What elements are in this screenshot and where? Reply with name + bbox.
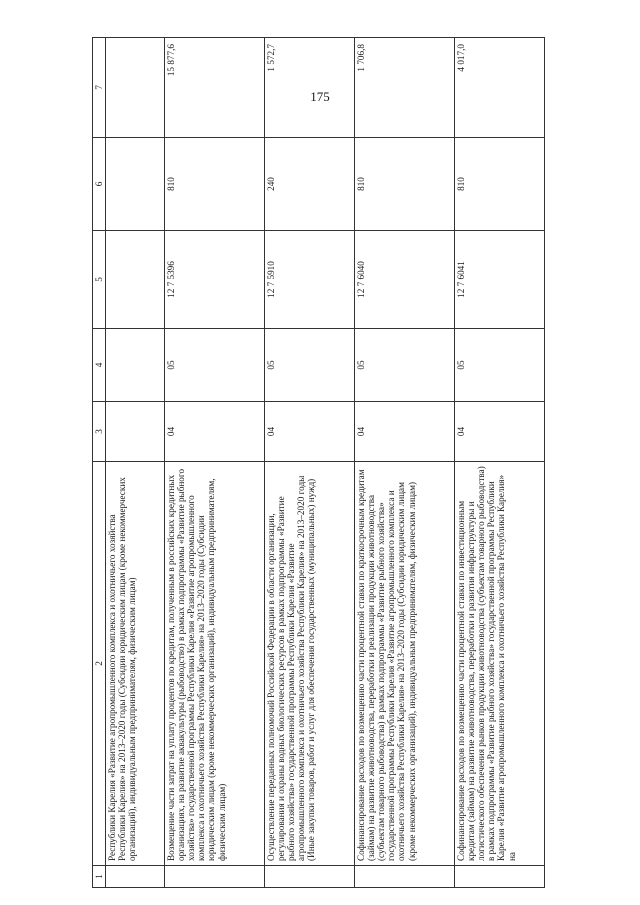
table-row [165,38,265,888]
row-number-cell [455,866,545,888]
section-code: 04 [165,402,265,462]
header-cell: 1 [93,866,106,888]
target-article-code [106,231,165,329]
item-description: Софинансирование расходов по возмещению части процентной ставки по краткосрочным кредитам (займам) на развитие животноводства, переработки и реализации продукции животноводства (субъектам товарного рыбоводства) в рамках подпрограммы «Развитие рыбного хозяйства» государственной программы Республики Карелия «Развитие агропромышленного комплекса и охотничьего хозяйства Республики Карелия» на 2013–2020 годы (Субсидии юридическим лицам (кроме некоммерческих организаций), индивидуальным предпринимателям, физическим лицам) [355,462,455,866]
header-cell: 2 [93,462,106,866]
page-number: 175 [310,89,330,104]
target-article-code: 12 7 5910 [265,231,355,329]
expense-type-code: 810 [165,138,265,231]
item-description: Возмещение части затрат на уплату процентов по кредитам, полученным в российских кредитных организациях, на развитие аквакультуры (рыбоводство) в рамках подпрограммы «Развитие рыбного хозяйства» государственной программы Республики Карелия «Развитие агропромышленного комплекса и охотничьего хозяйства Республики Карелия» на 2013–2020 годы (Субсидии юридическим лицам (кроме некоммерческих организаций), индивидуальным предпринимателям, физическим лицам) [165,462,265,866]
amount-cell: 1 572,7 [265,38,355,138]
amount-cell: 15 877,6 [165,38,265,138]
section-code: 04 [355,402,455,462]
table-row [265,38,355,888]
section-code: 04 [265,402,355,462]
row-number-cell [355,866,455,888]
row-number-cell [165,866,265,888]
table-row [455,38,545,888]
subsection-code: 05 [455,329,545,402]
item-description: Республики Карелия «Развитие агропромышленного комплекса и охотничьего хозяйства Республики Карелия» на 2013–2020 годы (Субсидии юридическим лицам (кроме некоммерческих организаций), индивидуальным предпринимателям, физическим лицам) [106,462,165,866]
expense-type-code: 810 [355,138,455,231]
target-article-code: 12 7 6041 [455,231,545,329]
expense-type-code [106,138,165,231]
target-article-code: 12 7 5396 [165,231,265,329]
budget-table [92,37,545,888]
item-description: Осуществление переданных полномочий Российской Федерации в области организации, регулирования и охраны водных биологических ресурсов в рамках подпрограммы «Развитие рыбного хозяйства» государственной программы Республики Карелия «Развитие агропромышленного комплекса и охотничьего хозяйства Республики Карелия» на 2013–2020 годы (Иные закупки товаров, работ и услуг для обеспечения государственных (муниципальных) нужд) [265,462,355,866]
subsection-code [106,329,165,402]
header-cell: 5 [93,231,106,329]
subsection-code: 05 [265,329,355,402]
subsection-code: 05 [355,329,455,402]
budget-table-sheet [92,38,542,888]
header-cell: 3 [93,402,106,462]
header-cell: 7 [93,38,106,138]
item-description: Софинансирование расходов по возмещению части процентной ставки по инвестиционным кредитам (займам) на развитие животноводства, переработки и развития инфраструктуры и логистического обеспечения рынков продукции животноводства (субъектам товарного рыбоводства) в рамках подпрограммы «Развитие рыбного хозяйства» государственной программы Республики Карелия «Развитие агропромышленного комплекса и охотничьего хозяйства Республики Карелия» на [455,462,545,866]
row-number-cell [106,866,165,888]
amount-cell: 1 706,8 [355,38,455,138]
target-article-code: 12 7 6040 [355,231,455,329]
amount-cell: 4 017,0 [455,38,545,138]
amount-cell [106,38,165,138]
subsection-code: 05 [165,329,265,402]
expense-type-code: 810 [455,138,545,231]
table-row [355,38,455,888]
header-cell: 4 [93,329,106,402]
section-code: 04 [455,402,545,462]
table-header-row [93,38,106,888]
row-number-cell [265,866,355,888]
header-cell: 6 [93,138,106,231]
table-row [106,38,165,888]
section-code [106,402,165,462]
expense-type-code: 240 [265,138,355,231]
